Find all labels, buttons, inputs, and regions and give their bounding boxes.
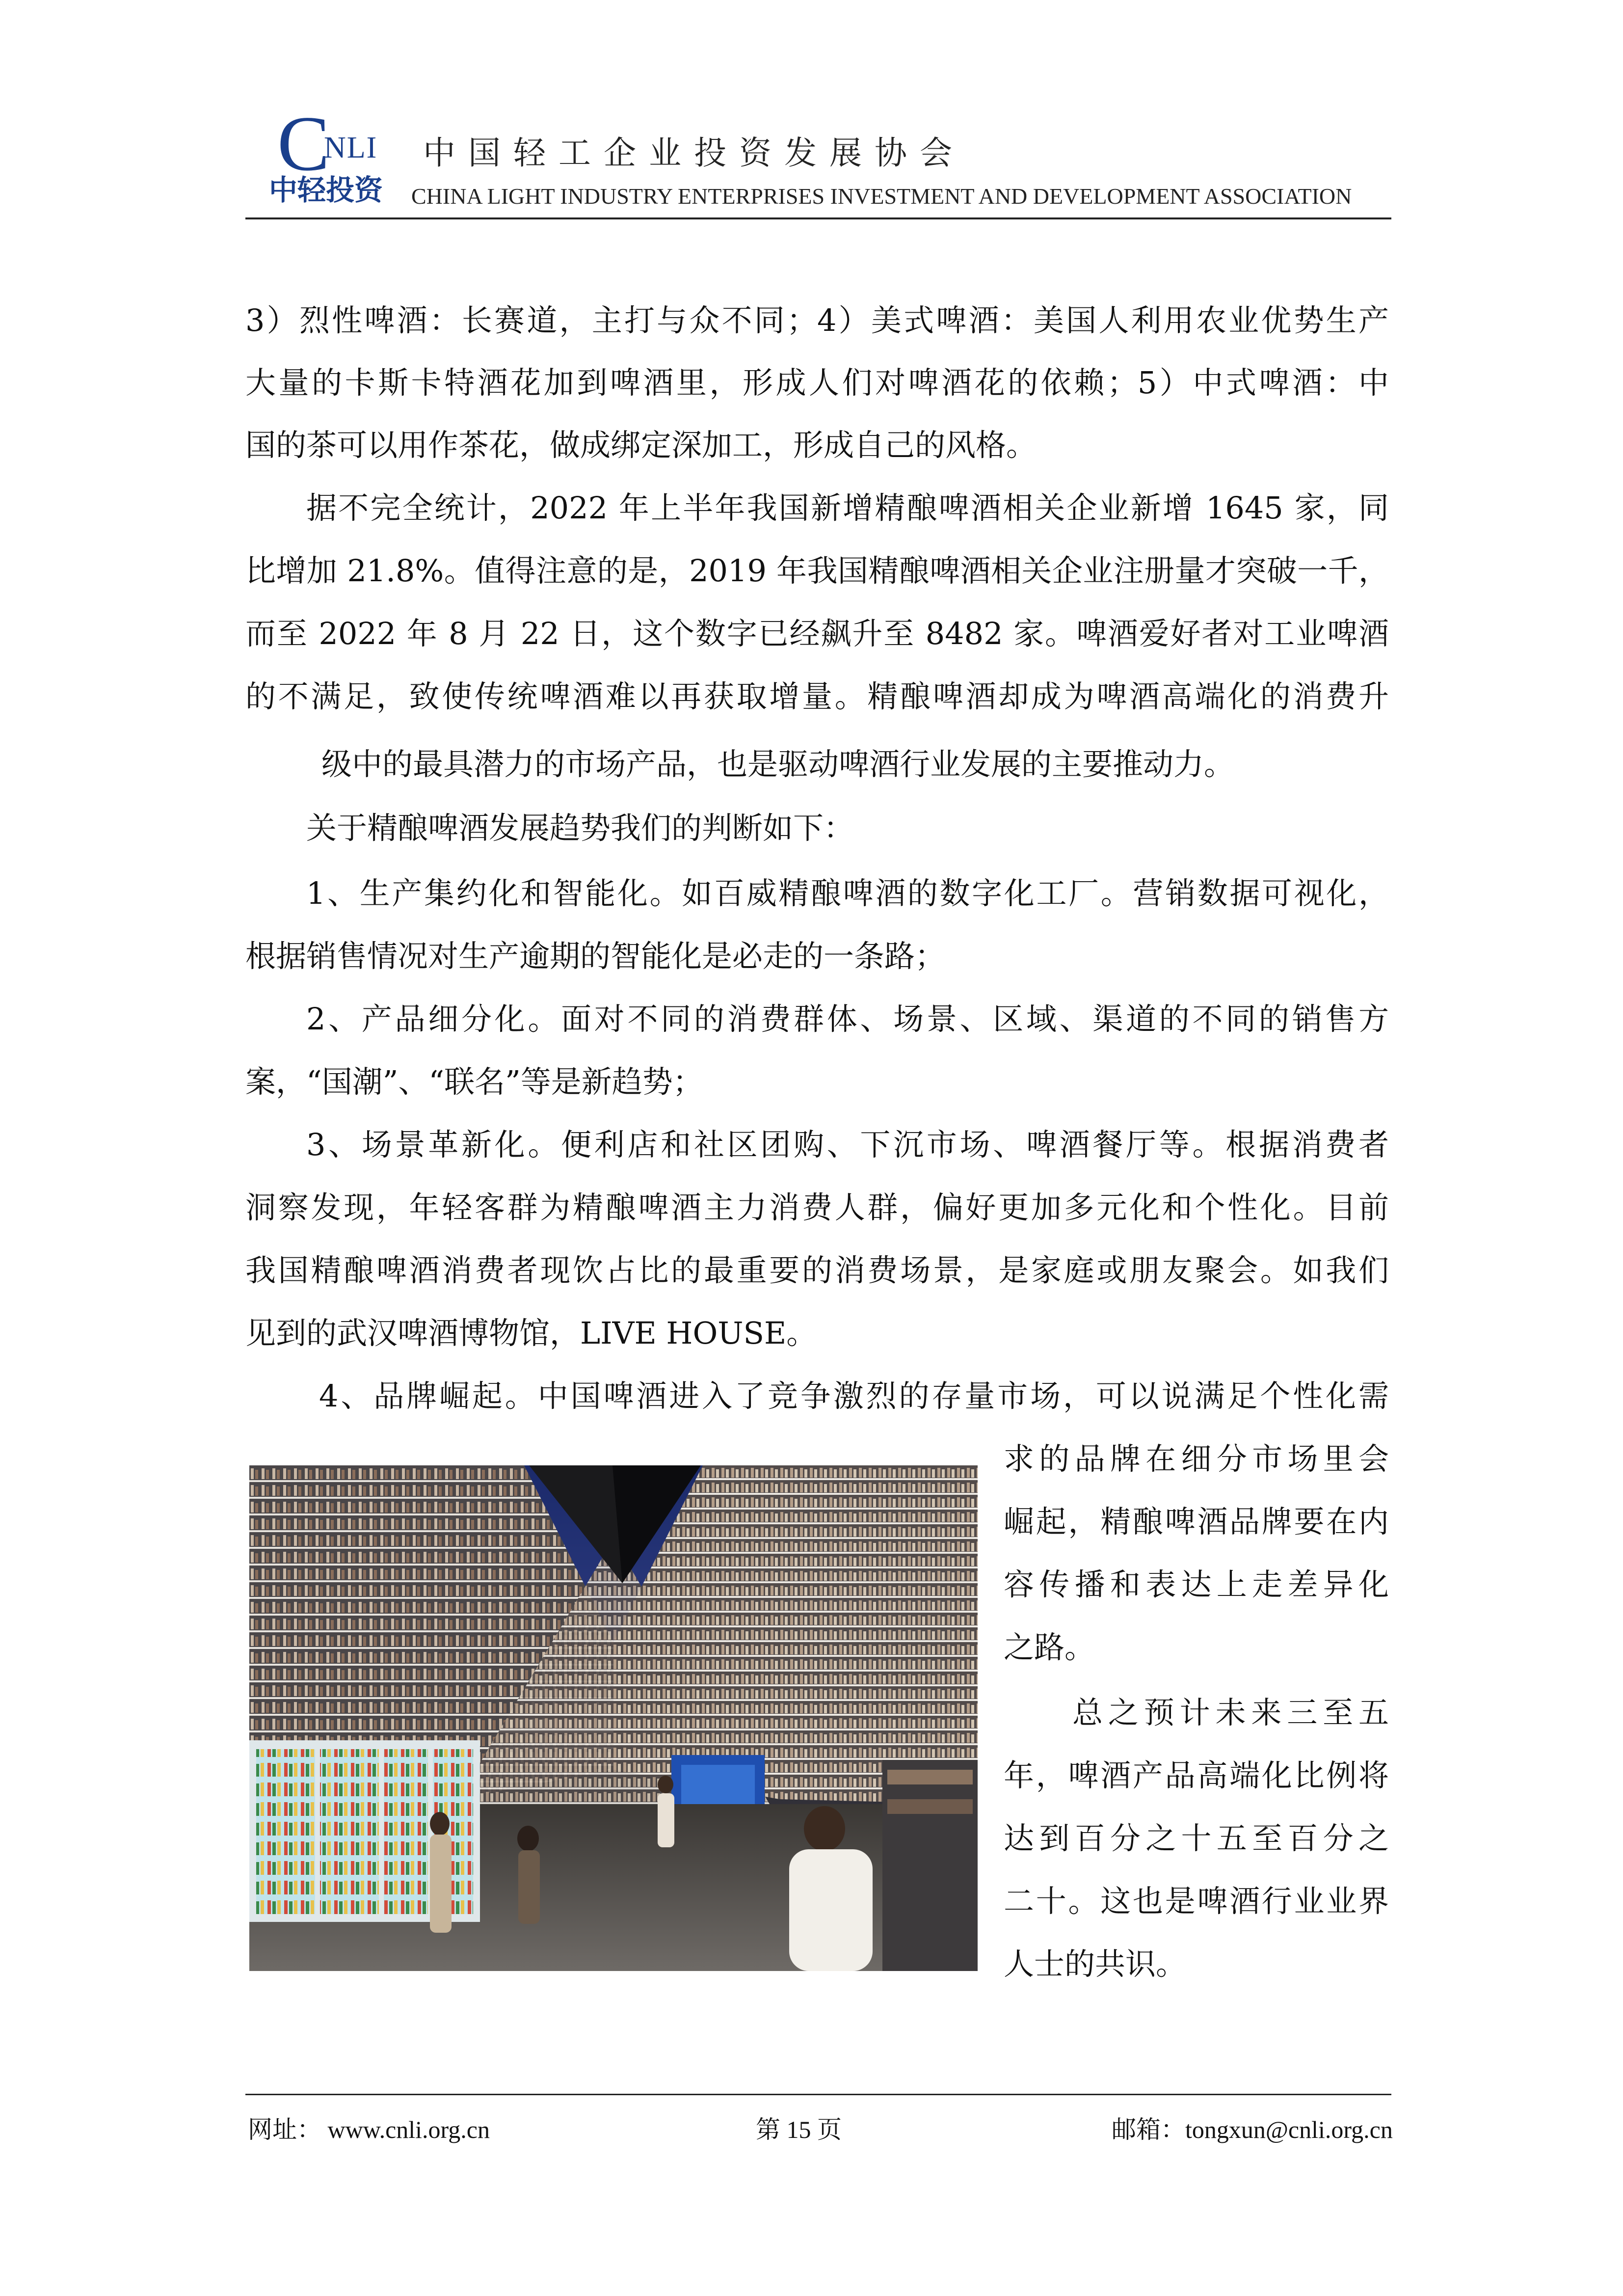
footer-divider [245,2094,1391,2095]
paragraph-line: 根据销售情况对生产逾期的智能化是必走的一条路； [245,938,946,974]
paragraph-line: 而至 2022 年 8 月 22 日，这个数字已经飙升至 8482 家。啤酒爱好者对工业啤酒 [245,616,1389,651]
side-paragraph-line: 之路。 [1004,1629,1095,1665]
side-paragraph-line: 达到百分之十五至百分之 [1004,1820,1389,1856]
paragraph-line: 1、生产集约化和智能化。如百威精酿啤酒的数字化工厂。营销数据可视化， [306,875,1389,911]
paragraph-line: 级中的最具潜力的市场产品，也是驱动啤酒行业发展的主要推动力。 [321,746,1235,782]
organization-name-english: CHINA LIGHT INDUSTRY ENTERPRISES INVESTMENT AND DEVELOPMENT ASSOCIATION [411,184,1352,209]
organization-name-chinese: 中国轻工企业投资发展协会 [423,134,965,172]
beer-museum-photo-drawing [249,1465,978,1971]
paragraph-line: 大量的卡斯卡特酒花加到啤酒里，形成人们对啤酒花的依赖；5）中式啤酒：中 [245,365,1389,401]
side-paragraph-line: 容传播和表达上走差异化 [1004,1567,1389,1602]
footer-page-number: 第 15 页 [756,2116,842,2143]
header-divider [245,217,1391,219]
side-paragraph-line: 总之预计未来三至五 [1072,1695,1389,1730]
side-paragraph-line: 年，啤酒产品高端化比例将 [1004,1757,1389,1793]
logo [277,100,405,187]
footer-website: 网址： www.cnli.org.cn [248,2116,490,2143]
paragraph-line: 4、品牌崛起。中国啤酒进入了竞争激烈的存量市场，可以说满足个性化需 [319,1378,1389,1414]
paragraph-line: 3）烈性啤酒：长赛道，主打与众不同；4）美式啤酒：美国人利用农业优势生产 [245,302,1389,338]
footer-email: 邮箱：tongxun@cnli.org.cn [1112,2116,1393,2143]
paragraph-line: 洞察发现，年轻客群为精酿啤酒主力消费人群，偏好更加多元化和个性化。目前 [245,1189,1389,1225]
paragraph-line: 2、产品细分化。面对不同的消费群体、场景、区域、渠道的不同的销售方 [306,1001,1389,1037]
paragraph-line: 3、场景革新化。便利店和社区团购、下沉市场、啤酒餐厅等。根据消费者 [306,1127,1389,1162]
paragraph-line: 据不完全统计，2022 年上半年我国新增精酿啤酒相关企业新增 1645 家，同 [306,490,1389,526]
paragraph-line: 的不满足，致使传统啤酒难以再获取增量。精酿啤酒却成为啤酒高端化的消费升 [245,678,1389,714]
side-paragraph-line: 人士的共识。 [1004,1946,1187,1982]
paragraph-line: 我国精酿啤酒消费者现饮占比的最重要的消费场景，是家庭或朋友聚会。如我们 [245,1252,1389,1288]
paragraph-line: 案，“国潮”、“联名”等是新趋势； [245,1064,703,1100]
paragraph-line: 国的茶可以用作茶花，做成绑定深加工，形成自己的风格。 [245,427,1037,463]
logo-letter-c: C [277,100,330,187]
logo-letters-nli: NLI [324,131,378,164]
paragraph-line: 关于精酿啤酒发展趋势我们的判断如下： [306,810,854,846]
paragraph-line: 比增加 21.8%。值得注意的是，2019 年我国精酿啤酒相关企业注册量才突破一千， [245,553,1389,589]
logo-chinese-name: 中轻投资 [269,173,383,207]
side-paragraph-line: 二十。这也是啤酒行业业界 [1004,1883,1389,1919]
side-paragraph-line: 崛起，精酿啤酒品牌要在内 [1004,1504,1389,1540]
side-paragraph-line: 求的品牌在细分市场里会 [1004,1441,1389,1477]
paragraph-line: 见到的武汉啤酒博物馆，LIVE HOUSE。 [245,1315,817,1351]
beer-museum-photo [249,1465,978,1971]
